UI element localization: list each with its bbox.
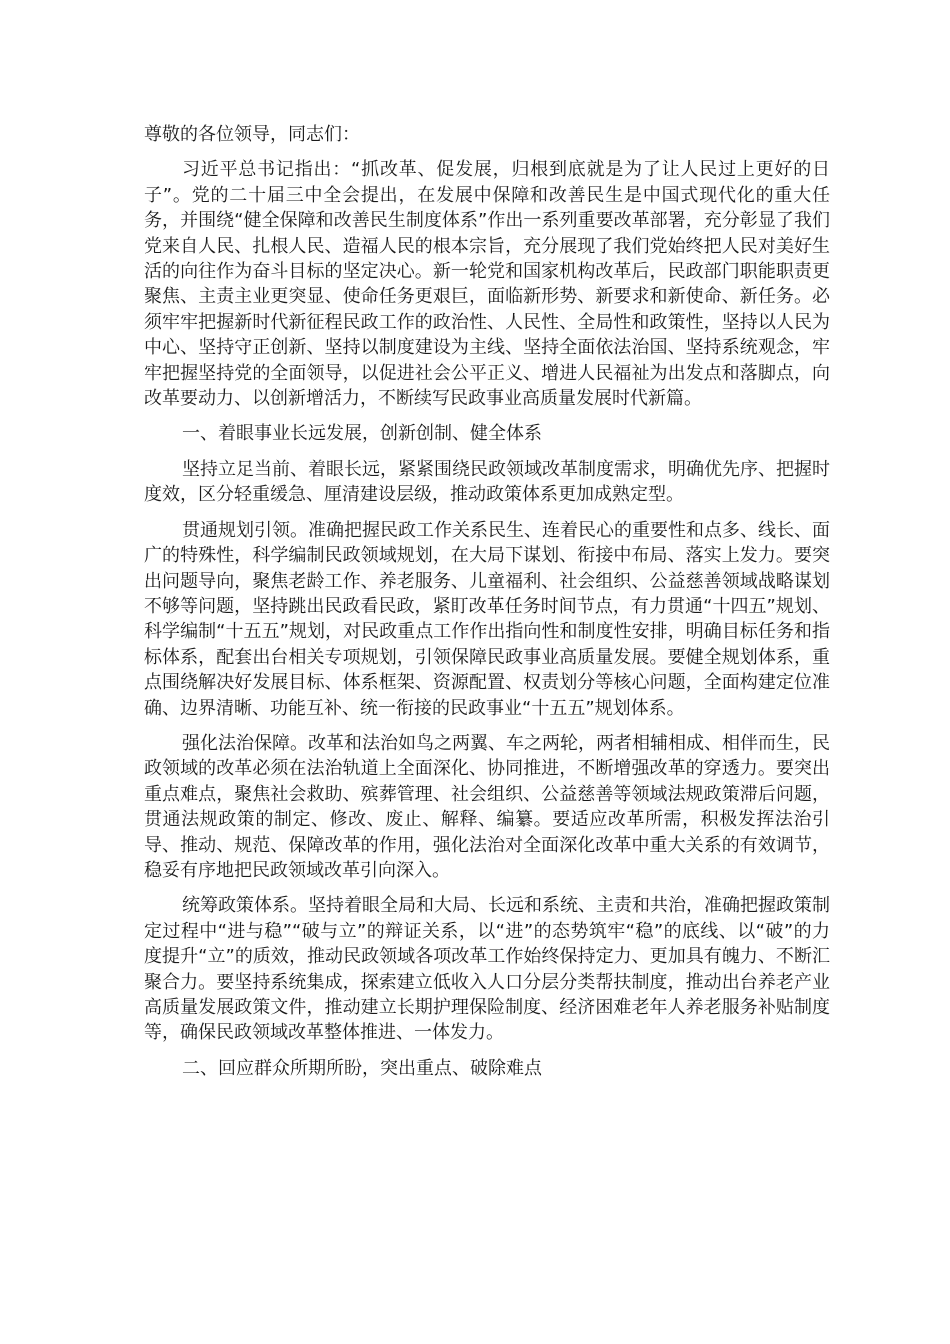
- section-1-summary-paragraph: 坚持立足当前、着眼长远，紧紧围绕民政领域改革制度需求，明确优先序、把握时度效，区分轻重缓急、厘清建设层级，推动政策体系更加成熟定型。: [144, 458, 830, 506]
- planning-paragraph: 贯通规划引领。准确把握民政工作关系民生、连着民心的重要性和点多、线长、面广的特殊性，科学编制民政领域规划，在大局下谋划、衔接中布局、落实上发力。要突出问题导向，聚焦老龄工作、养老服务、儿童福利、社会组织、公益慈善领域战略谋划不够等问题，坚持跳出民政看民政，紧盯改革任务时间节点，有力贯通“十四五”规划、科学编制“十五五”规划，对民政重点工作作出指向性和制度性安排，明确目标任务和指标体系，配套出台相关专项规划，引领保障民政事业高质量发展。要健全规划体系，重点围绕解决好发展目标、体系框架、资源配置、权责划分等核心问题，全面构建定位准确、边界清晰、功能互补、统一衔接的民政事业“十五五”规划体系。: [144, 519, 830, 719]
- section-heading-2: 二、回应群众所期所盼，突出重点、破除难点: [182, 1057, 542, 1079]
- rule-of-law-paragraph: 强化法治保障。改革和法治如鸟之两翼、车之两轮，两者相辅相成、相伴而生，民政领域的改革必须在法治轨道上全面深化、协同推进，不断增强改革的穿透力。要突出重点难点，聚焦社会救助、殡葬管理、社会组织、公益慈善等领域法规政策滞后问题，贯通法规政策的制定、修改、废止、解释、编纂。要适应改革所需，积极发挥法治引导、推动、规范、保障改革的作用，强化法治对全面深化改革中重大关系的有效调节，稳妥有序地把民政领域改革引向深入。: [144, 732, 830, 881]
- greeting-line: 尊敬的各位领导，同志们：: [144, 124, 360, 145]
- document-page: [144, 122, 830, 1091]
- policy-system-paragraph: 统筹政策体系。坚持着眼全局和大局、长远和系统、主责和共治，准确把握政策制定过程中“进与稳”“破与立”的辩证关系，以“进”的态势筑牢“稳”的底线、以“破”的力度提升“立”的质效，推动民政领域各项改革工作始终保持定力、更加具有魄力、不断汇聚合力。要坚持系统集成，探索建立低收入人口分层分类帮扶制度，推动出台养老产业高质量发展政策文件，推动建立长期护理保险制度、经济困难老年人养老服务补贴制度等，确保民政领域改革整体推进、一体发力。: [144, 895, 830, 1044]
- intro-paragraph: 习近平总书记指出：“抓改革、促发展，归根到底就是为了让人民过上更好的日子”。党的二十届三中全会提出，在发展中保障和改善民生是中国式现代化的重大任务，并围绕“健全保障和改善民生制度体系”作出一系列重要改革部署，充分彰显了我们党来自人民、扎根人民、造福人民的根本宗旨，充分展现了我们党始终把人民对美好生活的向往作为奋斗目标的坚定决心。新一轮党和国家机构改革后，民政部门职能职责更聚焦、主责主业更突显、使命任务更艰巨，面临新形势、新要求和新使命、新任务。必须牢牢把握新时代新征程民政工作的政治性、人民性、全局性和政策性，坚持以人民为中心、坚持守正创新、坚持以制度建设为主线、坚持全面依法治国、坚持系统观念，牢牢把握坚持党的全面领导，以促进社会公平正义、增进人民福祉为出发点和落脚点，向改革要动力、以创新增活力，不断续写民政事业高质量发展时代新篇。: [144, 159, 830, 410]
- section-heading-1: 一、着眼事业长远发展，创新创制、健全体系: [182, 423, 542, 445]
